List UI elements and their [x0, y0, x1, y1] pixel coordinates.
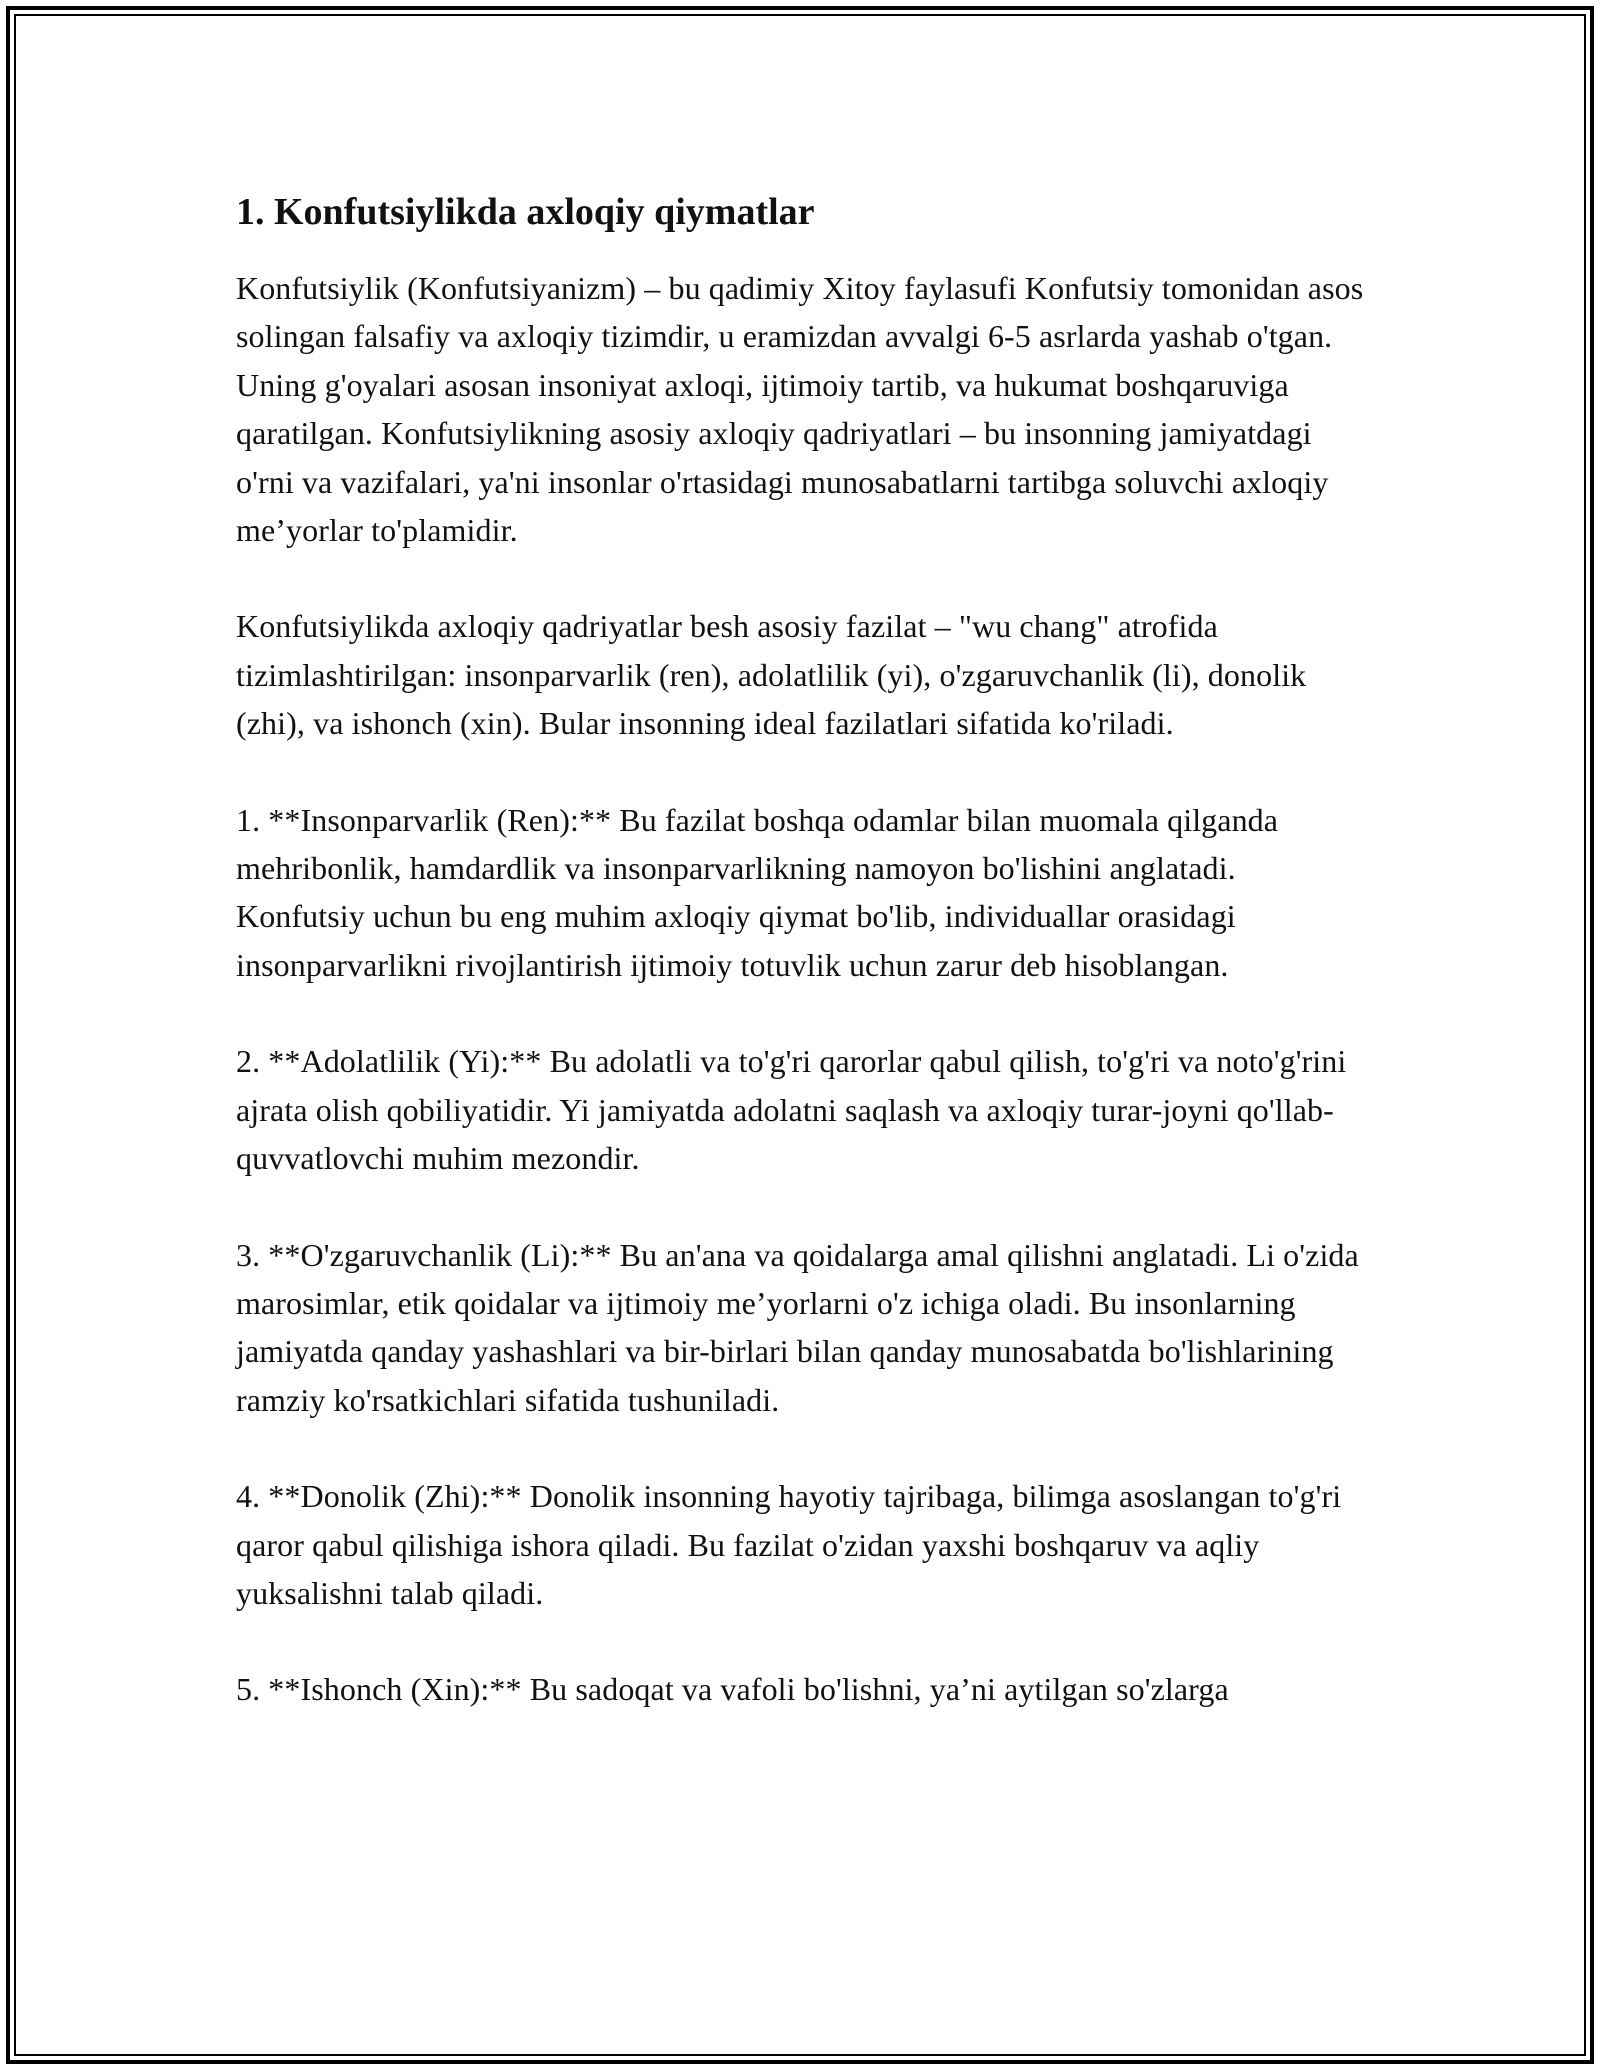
paragraph-ren: 1. **Insonparvarlik (Ren):** Bu fazilat boshqa odamlar bilan muomala qilganda mehribonlik, hamdardlik va insonparvarlikning namoyon bo'lishini anglatadi. Konfutsiy uchun bu eng muhim axloqiy qiymat bo'lib, individuallar orasidagi insonparvarlikni rivojlantirish ijtimoiy totuvlik uchun zarur deb hisoblangan.	[236, 801, 1279, 983]
document-title: 1. Konfutsiylikda axloqiy qiymatlar	[236, 191, 815, 233]
paragraph-wu-chang: Konfutsiylikda axloqiy qadriyatlar besh asosiy fazilat – "wu chang" atrofida tizimlashtirilgan: insonparvarlik (ren), adolatlilik (yi), o'zgaruvchanlik (li), donolik (zhi), va ishonch (xin). Bular insonning ideal fazilatlari sifatida ko'riladi.	[236, 608, 1307, 742]
paragraph-zhi: 4. **Donolik (Zhi):** Donolik insonning hayotiy tajribaga, bilimga asoslangan to'g'ri qaror qabul qilishiga ishora qiladi. Bu fazilat o'zidan yaxshi boshqaruv va aqliy yuksalishni talab qiladi.	[236, 1478, 1342, 1611]
paragraph-yi: 2. **Adolatlilik (Yi):** Bu adolatli va to'g'ri qarorlar qabul qilish, to'g'ri va noto'g'rini ajrata olish qobiliyatidir. Yi jamiyatda adolatni saqlash va axloqiy turar-joyni qo'llab-quvvatlovchi muhim mezondir.	[236, 1043, 1347, 1177]
paragraph-intro: Konfutsiylik (Konfutsiyanizm) – bu qadimiy Xitoy faylasufi Konfutsiy tomonidan asos solingan falsafiy va axloqiy tizimdir, u eramizdan avvalgi 6-5 asrlarda yashab o'tgan. Uning g'oyalari asosan insoniyat axloqi, ijtimoiy tartib, va hukumat boshqaruviga qaratilgan. Konfutsiylikning asosiy axloqiy qadriyatlari – bu insonning jamiyatdagi o'rni va vazifalari, ya'ni insonlar o'rtasidagi munosabatlarni tartibga soluvchi axloqiy me’yorlar to'plamidir.	[236, 270, 1364, 549]
document-body	[236, 186, 1366, 1762]
paragraph-li: 3. **O'zgaruvchanlik (Li):** Bu an'ana va qoidalarga amal qilishni anglatadi. Li o'zida marosimlar, etik qoidalar va ijtimoiy me’yorlarni o'z ichiga oladi. Bu insonlarning jamiyatda qanday yashashlari va bir-birlari bilan qanday munosabatda bo'lishlarining ramziy ko'rsatkichlari sifatida tushuniladi.	[236, 1236, 1359, 1418]
paragraph-xin: 5. **Ishonch (Xin):** Bu sadoqat va vafoli bo'lishni, ya’ni aytilgan so'zlarga	[236, 1671, 1229, 1708]
